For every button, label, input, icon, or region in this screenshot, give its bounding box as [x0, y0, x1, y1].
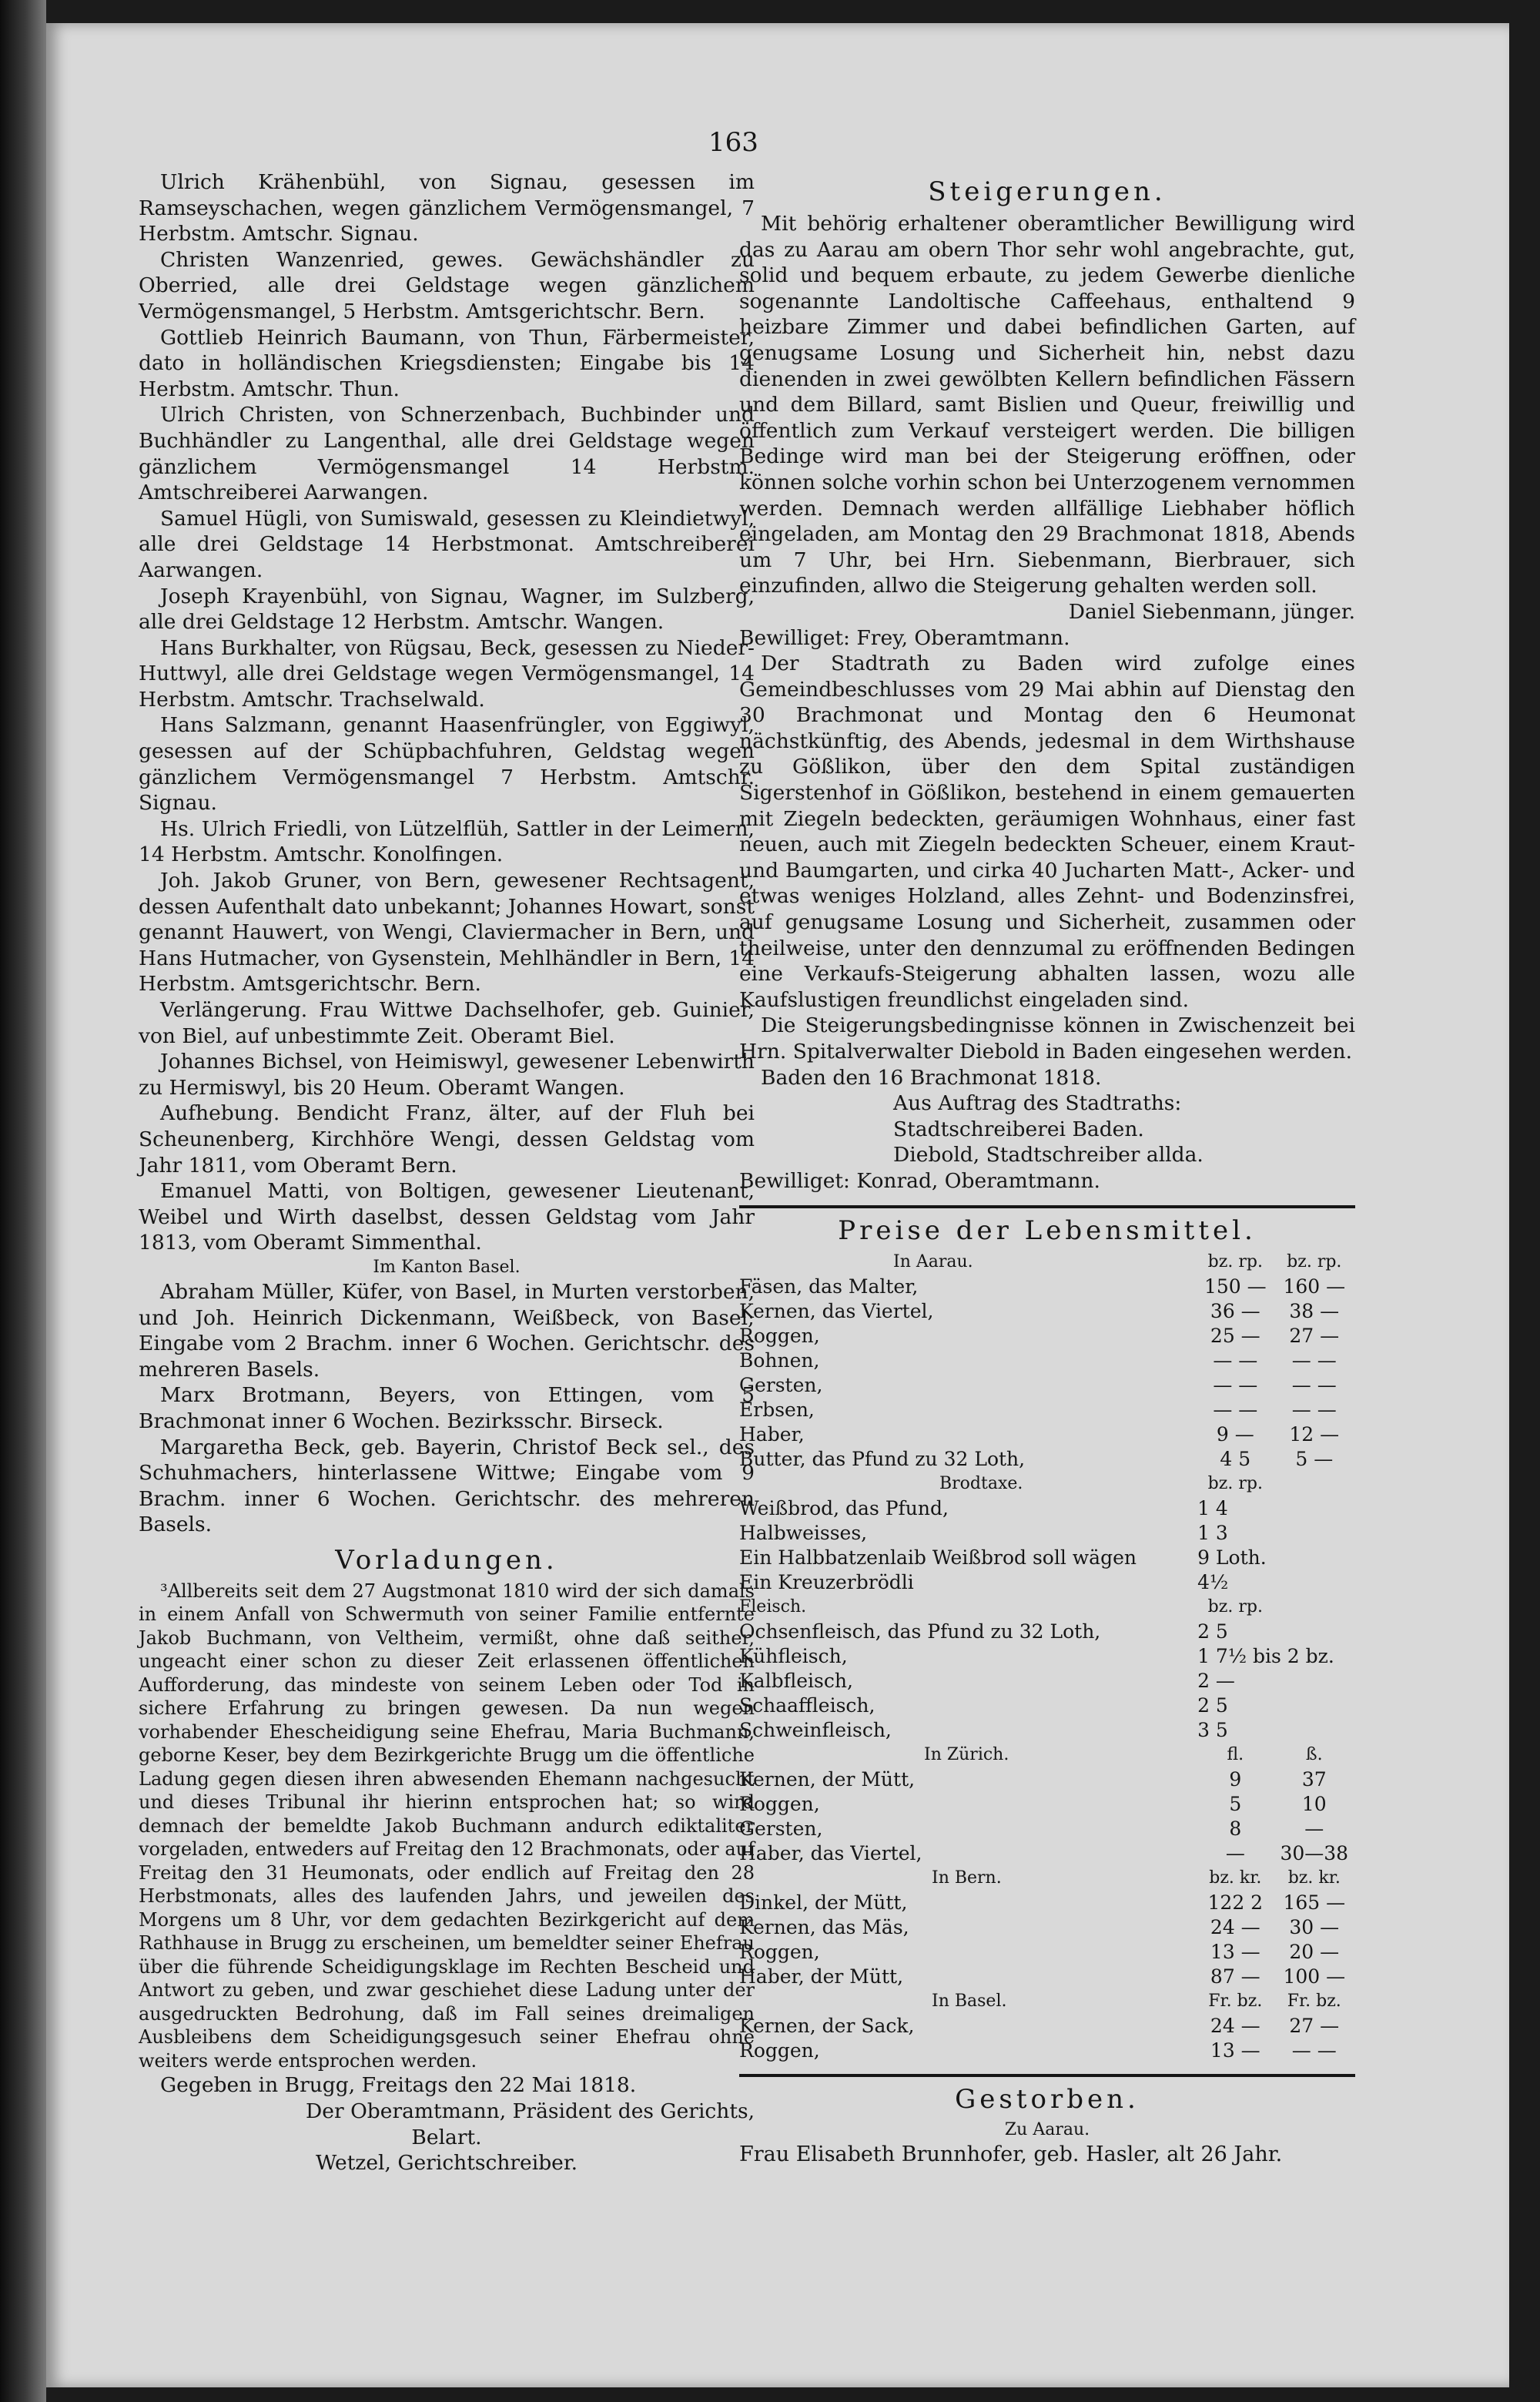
- table-cell: Ein Halbbatzenlaib Weißbrod soll wägen: [739, 1546, 1137, 1569]
- unit-label: bz.: [1287, 1868, 1314, 1888]
- table-cell: Kernen, das Viertel,: [739, 1299, 934, 1322]
- table-cell: [1197, 1472, 1273, 1496]
- steigerung-notice: Der Stadtrath zu Baden wird zufolge eines Gemeindbeschlusses vom 29 Mai abhin auf Dienstag den 30 Brachmonat und Montag den 6 Heumonat nächstkünftig, des Abends, jedesmal in dem Wirthshause zu Gößlikon, über den dem Spital zuständigen Sigerstenhof in Gößlikon, bestehend in einem gemauerten mit Ziegeln bedeckten, geräumigen Wohnhaus, einer fast neuen, auch mit Ziegeln bedeckten Scheuer, einem Kraut- und Baumgarten, und cirka 40 Jucharten Matt-, Acker- und etwas weniges Holzland, alles Zehnt- und Bodenzinsfrei, auf genugsame Losung und Sicherheit, zusammen oder theilweise, unter den dennzumal zu eröffnenden Bedingen eine Verkaufs-Steigerung abhalten lassen, wozu alle Kaufslustigen freundlichst eingeladen sind.: [739, 652, 1355, 1012]
- table-cell: 24 —: [1210, 2014, 1260, 2037]
- table-cell: 9 —: [1216, 1422, 1254, 1446]
- table-cell: Gersten,: [739, 1817, 823, 1840]
- table-row: [739, 1718, 1355, 1743]
- unit-label: rp.: [1238, 1251, 1263, 1271]
- table-cell: 2 5: [1197, 1620, 1228, 1643]
- unit-label: kr.: [1239, 1868, 1262, 1888]
- table-cell: 4 5: [1220, 1447, 1251, 1470]
- table-cell: 160 —: [1283, 1275, 1346, 1298]
- table-cell: — —: [1213, 1348, 1258, 1372]
- table-cell: 10: [1301, 1792, 1327, 1815]
- unit-label: rp.: [1238, 1473, 1263, 1493]
- list-item: Hs. Ulrich Friedli, von Lützelflüh, Sattler in der Leimern, 14 Herbstm. Amtschr. Konolfingen.: [139, 816, 755, 867]
- table-cell: Schaaffleisch,: [739, 1693, 875, 1717]
- table-cell: 13 —: [1210, 1940, 1260, 1963]
- table-cell: Erbsen,: [739, 1398, 815, 1421]
- table-cell: — —: [1213, 1398, 1258, 1421]
- unit-label: fl.: [1227, 1744, 1244, 1764]
- steigerung-approval: Bewilliget: Frey, Oberamtmann.: [739, 625, 1070, 650]
- table-cell: — —: [1291, 1398, 1337, 1421]
- list-item: Abraham Müller, Küfer, von Basel, in Murten verstorben, und Joh. Heinrich Dickenmann, Weißbeck, von Basel; Eingabe vom 2 Brachm. inner 6 Wochen. Gerichtschr. des mehreren Basels.: [139, 1279, 755, 1382]
- unit-label: rp.: [1238, 1596, 1263, 1616]
- table-cell: Kühfleisch,: [739, 1644, 848, 1667]
- table-row: [739, 1521, 1355, 1546]
- steigerung-signature: Daniel Siebenmann, jünger.: [1068, 599, 1355, 624]
- table-cell: 30—38: [1280, 1841, 1349, 1864]
- table-cell: Schweinfleisch,: [739, 1718, 892, 1741]
- price-table: [739, 1250, 1355, 2063]
- canton-heading: Im Kanton Basel.: [373, 1257, 521, 1277]
- table-cell: Roggen,: [739, 1940, 820, 1963]
- section-rule: [739, 2074, 1355, 2077]
- unit-label: Fr.: [1287, 1991, 1311, 2011]
- table-cell: [1274, 1989, 1355, 2014]
- table-cell: Roggen,: [739, 1324, 820, 1347]
- table-row: [739, 1299, 1355, 1324]
- table-cell: 4½: [1197, 1570, 1229, 1593]
- table-row: [739, 1965, 1355, 1989]
- unit-label: bz.: [1207, 1251, 1234, 1271]
- table-row: [739, 2014, 1355, 2039]
- table-cell: Haber,: [739, 1422, 805, 1446]
- steigerung-signature: Aus Auftrag des Stadtraths:: [893, 1091, 1182, 1116]
- table-cell: 30 —: [1289, 1915, 1340, 1938]
- table-cell: [739, 1743, 1197, 1767]
- table-cell: Ein Kreuzerbrödli: [739, 1570, 914, 1593]
- gestorben-place: Zu Aarau.: [1004, 2119, 1090, 2139]
- unit-label: bz.: [1207, 1473, 1234, 1493]
- table-row: [739, 1644, 1355, 1669]
- table-cell: 2 5: [1197, 1693, 1228, 1717]
- table-cell: [1274, 1595, 1355, 1620]
- left-column: [139, 169, 755, 2176]
- table-cell: 37: [1301, 1767, 1327, 1791]
- table-cell: Bohnen,: [739, 1348, 820, 1372]
- list-item: Marx Brotmann, Beyers, von Ettingen, vom 5 Brachmonat inner 6 Wochen. Bezirksschr. Birseck.: [139, 1383, 755, 1433]
- geldstag-entries: [139, 169, 755, 1256]
- table-row: [739, 1792, 1355, 1817]
- table-cell: Kalbfleisch,: [739, 1669, 853, 1692]
- steigerung-signature: Diebold, Stadtschreiber allda.: [893, 1143, 1204, 1167]
- vorladungen-heading: Vorladungen.: [335, 1544, 558, 1576]
- table-cell: Weißbrod, das Pfund,: [739, 1496, 949, 1519]
- list-item: Margaretha Beck, geb. Bayerin, Christof Beck sel., des Schuhmachers, hinterlassene Wittwe; Eingabe vom 9 Brachm. inner 6 Wochen. Gerichtschr. des mehreren Basels.: [139, 1435, 755, 1537]
- table-cell: 8: [1229, 1817, 1242, 1840]
- steigerung-approval: Bewilliget: Konrad, Oberamtmann.: [739, 1168, 1100, 1193]
- vorladungen-date: Gegeben in Brugg, Freitags den 22 Mai 1818.: [160, 2073, 637, 2098]
- section-subheading: Fleisch.: [739, 1596, 807, 1616]
- page-number: 163: [708, 127, 758, 158]
- table-row: [739, 1324, 1355, 1348]
- table-cell: 5 —: [1295, 1447, 1334, 1470]
- table-cell: [1274, 1866, 1355, 1891]
- table-cell: Haber, das Viertel,: [739, 1841, 922, 1864]
- table-row: [739, 1546, 1355, 1570]
- table-row: [739, 1767, 1355, 1792]
- table-row: [739, 1496, 1355, 1521]
- list-item: Joseph Krayenbühl, von Signau, Wagner, im Sulzberg, alle drei Geldstage 12 Herbstm. Amtschr. Wangen.: [139, 584, 755, 635]
- city-heading: In Zürich.: [924, 1744, 1009, 1764]
- table-row: [739, 1447, 1355, 1472]
- list-item: Hans Burkhalter, von Rügsau, Beck, gesessen zu Nieder-Huttwyl, alle drei Geldstage wegen Vermögensmangel, 14 Herbstm. Amtschr. Trachselwald.: [139, 635, 755, 712]
- unit-label: ß.: [1305, 1744, 1323, 1764]
- list-item: Joh. Jakob Gruner, von Bern, gewesener Rechtsagent, dessen Aufenthalt dato unbekannt; Johannes Howart, sonst genannt Hauwert, von Wengi, Claviermacher in Bern, und Hans Hutmacher, von Gysenstein, Mehlhändler in Bern, 14 Herbstm. Amtsgerichtschr. Bern.: [139, 869, 755, 997]
- table-cell: —: [1304, 1817, 1324, 1840]
- steigerungen-heading: Steigerungen.: [928, 176, 1167, 207]
- unit-label: Fr.: [1208, 1991, 1232, 2011]
- table-cell: — —: [1291, 1348, 1337, 1372]
- table-cell: Halbweisses,: [739, 1521, 868, 1544]
- unit-label: bz.: [1209, 1868, 1234, 1888]
- list-item: Aufhebung. Bendicht Franz, älter, auf der Fluh bei Scheunenberg, Kirchhöre Wengi, dessen Geldstag vom Jahr 1811, vom Oberamt Bern.: [139, 1101, 755, 1178]
- table-cell: [1274, 1250, 1355, 1275]
- table-row: [739, 1841, 1355, 1866]
- table-row: [739, 1373, 1355, 1398]
- table-cell: [1197, 1989, 1273, 2014]
- table-cell: Roggen,: [739, 1792, 820, 1815]
- table-cell: Roggen,: [739, 2039, 820, 2062]
- list-item: Ulrich Krähenbühl, von Signau, gesessen im Ramseyschachen, wegen gänzlichem Vermögensmangel, 7 Herbstm. Amtschr. Signau.: [139, 170, 755, 246]
- table-cell: Gersten,: [739, 1373, 823, 1396]
- right-column: [739, 169, 1355, 2167]
- city-heading: In Basel.: [932, 1991, 1007, 2011]
- table-cell: [739, 1250, 1197, 1275]
- city-heading: In Bern.: [932, 1868, 1002, 1888]
- list-item: Emanuel Matti, von Boltigen, gewesener Lieutenant, Weibel und Wirth daselbst, dessen Geldstag vom Jahr 1813, vom Oberamt Simmenthal.: [139, 1179, 755, 1255]
- table-row: [739, 1989, 1355, 2014]
- newspaper-page: [46, 23, 1509, 2387]
- vorladungen-signature: Wetzel, Gerichtschreiber.: [315, 2151, 578, 2176]
- book-spine-shadow: [0, 0, 46, 2402]
- table-row: [739, 1669, 1355, 1693]
- table-cell: 25 —: [1210, 1324, 1260, 1347]
- vorladungen-signature: Der Oberamtmann, Präsident des Gerichts,: [306, 2099, 755, 2123]
- vorladungen-notice: ³Allbereits seit dem 27 Augstmonat 1810 wird der sich damals in einem Anfall von Schwermuth von seiner Familie entfernte Jakob Buchmann, von Veltheim, vermißt, ohne daß seither, ungeacht einer schon zu dieser Zeit erlassenen öffentlichen Aufforderung, das mindeste von seinem Leben oder Tod in sichere Erfahrung zu bringen gewesen. Da nun wegen vorhabender Ehescheidigung seine Ehefrau, Maria Buchmann, geborne Keser, bey dem Bezirkgerichte Brugg um die öffentliche Ladung gegen diesen ihren abwesenden Ehemann nachgesucht und dieses Tribunal ihr hierinn entsprochen hat; so wird demnach der bemeldte Jakob Buchmann andurch ediktaliter vorgeladen, entweders auf Freitag den 12 Brachmonats, oder auf Freitag den 31 Heumonats, oder endlich auf Freitag den 28 Herbstmonats, alles des laufenden Jahrs, und jeweilen des Morgens um 8 Uhr, vor dem gedachten Bezirkgericht auf dem Rathhause in Brugg zu erscheinen, um bemeldter seiner Ehefrau über die führende Scheidigungsklage im Rechten Bescheid und Antwort zu geben, und zwar geschiehet diese Ladung unter der ausgedruckten Bedrohung, daß im Fall seines dreimaligen Ausbleibens dem Scheidigungsgesuch seiner Ehefrau ohne weiters werde entsprochen werden.: [139, 1580, 755, 2072]
- table-cell: 12 —: [1289, 1422, 1340, 1446]
- table-row: [739, 1940, 1355, 1965]
- steigerung-date: Baden den 16 Brachmonat 1818.: [761, 1065, 1102, 1090]
- unit-label: bz.: [1316, 1991, 1341, 2011]
- table-cell: — —: [1291, 2039, 1337, 2062]
- table-cell: 1 3: [1197, 1521, 1228, 1544]
- table-cell: 24 —: [1210, 1915, 1260, 1938]
- table-cell: 27 —: [1289, 1324, 1340, 1347]
- table-row: [739, 1620, 1355, 1644]
- list-item: Ulrich Christen, von Schnerzenbach, Buchbinder und Buchhändler zu Langenthal, alle drei Geldstage wegen gänzlichem Vermögensmangel 14 Herbstm. Amtschreiberei Aarwangen.: [139, 403, 755, 505]
- table-cell: Kernen, das Mäs,: [739, 1915, 909, 1938]
- table-cell: 165 —: [1283, 1891, 1346, 1914]
- table-cell: Ochsenfleisch, das Pfund zu 32 Loth,: [739, 1620, 1101, 1643]
- table-cell: 122 2: [1207, 1891, 1264, 1914]
- section-rule: [739, 1205, 1355, 1208]
- unit-label: bz.: [1207, 1596, 1234, 1616]
- basel-entries: [139, 1279, 755, 1538]
- table-row: [739, 1693, 1355, 1718]
- table-row: [739, 2039, 1355, 2063]
- table-cell: —: [1225, 1841, 1245, 1864]
- table-cell: [739, 1472, 1197, 1496]
- table-cell: Kernen, der Sack,: [739, 2014, 915, 2037]
- unit-label: kr.: [1318, 1868, 1341, 1888]
- list-item: Samuel Hügli, von Sumiswald, gesessen zu Kleindietwyl, alle drei Geldstage 14 Herbstmonat. Amtschreiberei Aarwangen.: [139, 506, 755, 582]
- section-subheading: Brodtaxe.: [939, 1473, 1023, 1493]
- table-row: [739, 1422, 1355, 1447]
- table-cell: 38 —: [1289, 1299, 1340, 1322]
- steigerung-notice: Mit behörig erhaltener oberamtlicher Bewilligung wird das zu Aarau am obern Thor sehr wohl angebrachte, gut, solid und bequem erbaute, zu jedem Gewerbe dienliche sogenannte Landoltische Caffeehaus, enthaltend 9 heizbare Zimmer und dabei befindlichen Garten, auf genugsame Losung und Sicherheit hin, nebst dazu dienenden in zwei gewölbten Kellern befindlichen Fässern und dem Billard, samt Bislien und Queur, freiwillig und öffentlich zum Verkauf versteigert werden. Die billigen Bedinge wird man bei der Steigerung eröffnen, oder können solche vorhin schon bei Unterzogenem vernommen werden. Demnach werden allfällige Liebhaber höflich eingeladen, am Montag den 29 Brachmonat 1818, Abends um 7 Uhr, bei Hrn. Siebenmann, Bierbrauer, sich einzufinden, allwo die Steigerung gehalten werden soll.: [739, 212, 1355, 598]
- list-item: Christen Wanzenried, gewes. Gewächshändler zu Oberried, alle drei Geldstage wegen gänzlichem Vermögensmangel, 5 Herbstm. Amtsgerichtschr. Bern.: [139, 247, 755, 323]
- table-row: [739, 1866, 1355, 1891]
- table-cell: [1274, 1472, 1355, 1496]
- table-cell: 1 4: [1197, 1496, 1228, 1519]
- table-cell: Kernen, der Mütt,: [739, 1767, 916, 1791]
- unit-label: bz.: [1287, 1251, 1312, 1271]
- table-cell: 1 7½ bis 2 bz.: [1197, 1644, 1334, 1667]
- table-cell: — —: [1213, 1373, 1258, 1396]
- table-row: [739, 1398, 1355, 1422]
- table-cell: Dinkel, der Mütt,: [739, 1891, 908, 1914]
- table-row: [739, 1817, 1355, 1841]
- table-cell: 3 5: [1197, 1718, 1228, 1741]
- table-cell: 100 —: [1283, 1965, 1346, 1988]
- steigerung-notice: Die Steigerungsbedingnisse können in Zwischenzeit bei Hrn. Spitalverwalter Diebold in Baden eingesehen werden.: [739, 1013, 1355, 1064]
- table-row: [739, 1743, 1355, 1767]
- table-row: [739, 1595, 1355, 1620]
- list-item: Verlängerung. Frau Wittwe Dachselhofer, geb. Guinier, von Biel, auf unbestimmte Zeit. Oberamt Biel.: [139, 998, 755, 1048]
- unit-label: rp.: [1317, 1251, 1342, 1271]
- list-item: Gottlieb Heinrich Baumann, von Thun, Färbermeister, dato in holländischen Kriegsdiensten; Eingabe bis 14 Herbstm. Amtschr. Thun.: [139, 325, 755, 401]
- table-cell: Butter, das Pfund zu 32 Loth,: [739, 1447, 1026, 1470]
- unit-label: bz.: [1237, 1991, 1263, 2011]
- preise-heading: Preise der Lebensmittel.: [838, 1214, 1257, 1246]
- city-heading: In Aarau.: [893, 1251, 973, 1271]
- table-row: [739, 1891, 1355, 1915]
- table-cell: [1197, 1595, 1273, 1620]
- list-item: Johannes Bichsel, von Heimiswyl, gewesener Lebenwirth zu Hermiswyl, bis 20 Heum. Oberamt Wangen.: [139, 1050, 755, 1100]
- table-row: [739, 1275, 1355, 1299]
- table-row: [739, 1348, 1355, 1373]
- table-cell: Fäsen, das Malter,: [739, 1275, 919, 1298]
- table-cell: [1197, 1250, 1273, 1275]
- table-row: [739, 1472, 1355, 1496]
- table-cell: 20 —: [1289, 1940, 1340, 1963]
- table-cell: — —: [1291, 1373, 1337, 1396]
- table-cell: 27 —: [1289, 2014, 1340, 2037]
- table-cell: [1197, 1866, 1273, 1891]
- table-cell: 87 —: [1210, 1965, 1260, 1988]
- table-cell: [739, 1866, 1197, 1891]
- table-cell: 150 —: [1204, 1275, 1267, 1298]
- table-cell: 9: [1229, 1767, 1242, 1791]
- list-item: Hans Salzmann, genannt Haasenfrüngler, von Eggiwyl, gesessen auf der Schüpbachfuhren, Geldstag wegen gänzlichem Vermögensmangel 7 Herbstm. Amtschr. Signau.: [139, 713, 755, 816]
- table-cell: [739, 1989, 1197, 2014]
- table-row: [739, 1915, 1355, 1940]
- table-cell: 36 —: [1210, 1299, 1260, 1322]
- table-row: [739, 1570, 1355, 1595]
- table-cell: 9 Loth.: [1197, 1546, 1267, 1569]
- gestorben-entry: Frau Elisabeth Brunnhofer, geb. Hasler, alt 26 Jahr.: [739, 2142, 1283, 2166]
- table-cell: 5: [1229, 1792, 1242, 1815]
- table-cell: 2 —: [1197, 1669, 1235, 1692]
- steigerung-signature: Stadtschreiberei Baden.: [893, 1117, 1144, 1141]
- table-cell: Haber, der Mütt,: [739, 1965, 904, 1988]
- vorladungen-signature: Belart.: [411, 2125, 482, 2149]
- table-cell: 13 —: [1210, 2039, 1260, 2062]
- gestorben-heading: Gestorben.: [955, 2083, 1140, 2115]
- table-row: [739, 1250, 1355, 1275]
